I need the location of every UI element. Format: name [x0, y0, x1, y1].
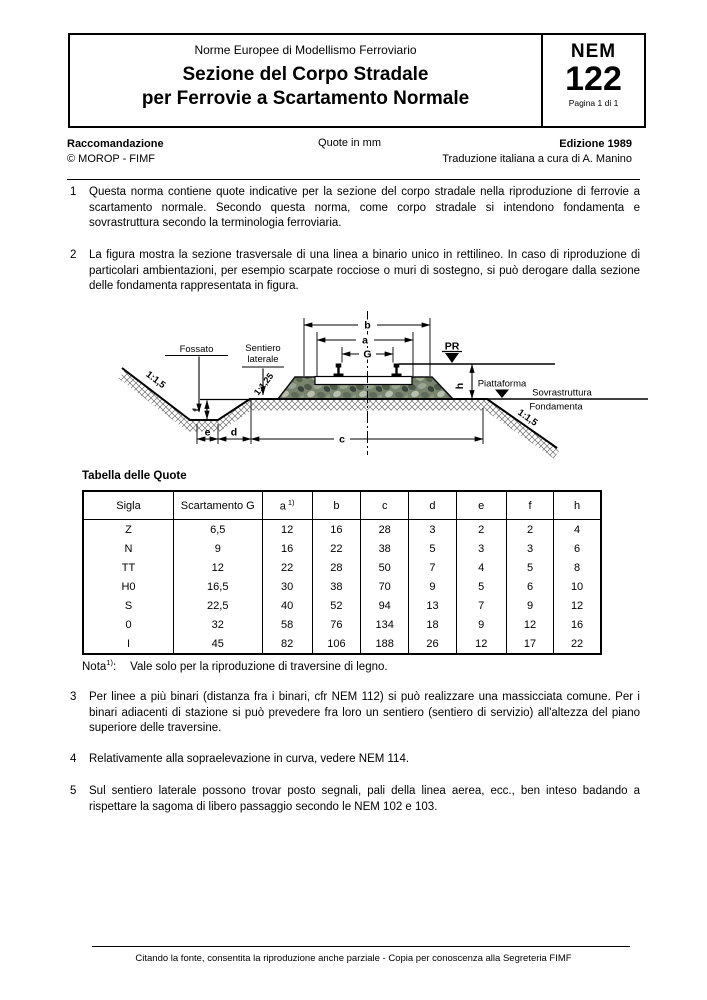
document-title-line1: Sezione del Corpo Stradale — [182, 64, 429, 85]
dim-label-g: G — [363, 348, 372, 361]
piattaforma-label: Piattaforma — [477, 378, 527, 390]
slope-label-ballast: 1:1,25 — [251, 371, 276, 398]
recommendation-label: Raccomandazione — [67, 138, 164, 150]
dim-label-b: b — [364, 319, 371, 332]
document-title-line2: per Ferrovie a Scartamento Normale — [141, 88, 470, 109]
paragraph-1 — [70, 185, 640, 232]
slope-label-left: 1:1,5 — [143, 369, 168, 391]
dim-label-e: e — [204, 426, 211, 439]
org-title: Norme Europee di Modellismo Ferroviario — [194, 43, 417, 57]
piattaforma-level-marker — [495, 390, 509, 399]
quotes-table-header-row — [83, 491, 601, 520]
copyright-label: © MOROP - FIMF — [67, 153, 155, 165]
page-indicator: Pagina 1 di 1 — [568, 98, 619, 108]
fossato-label: Fossato — [179, 344, 214, 355]
rail-icon-right — [392, 364, 402, 377]
dim-label-c: c — [339, 433, 345, 446]
column-header: e — [456, 491, 506, 520]
paragraph-text: Per linee a più binari (distanza fra i binari, cfr NEM 112) si può realizzare una massicciata comune. Per i binari adiacenti di stazione si può prevedere fra loro un sentiero (sentiero di servizio) all'altezza del piano superiore delle traversine. — [89, 691, 640, 734]
paragraph-number: 3 — [70, 691, 77, 703]
sleeper-band — [315, 377, 412, 385]
paragraph-number: 5 — [70, 785, 77, 797]
column-header: h — [554, 491, 601, 520]
table-row: Z 6,5 12 16 28 3 2 2 4 — [83, 520, 601, 540]
paragraph-5 — [70, 784, 640, 815]
sovrastruttura-label: Sovrastruttura — [532, 387, 592, 399]
table-footnote — [82, 658, 388, 673]
paragraph-3 — [70, 690, 640, 737]
sentiero-label-line1: Sentiero — [245, 343, 281, 354]
paragraph-4 — [70, 752, 640, 768]
footer-license-note: Citando la fonte, consentita la riproduzione anche parziale - Copia per conoscenza alla Segreteria FIMF — [135, 953, 572, 964]
footnote-separator: : — [112, 660, 117, 673]
column-header: b — [312, 491, 360, 520]
column-header: f — [506, 491, 553, 520]
slope-label-right: 1:1,5 — [515, 407, 540, 429]
header-box — [68, 33, 646, 128]
table-row: H0 16,5 30 38 70 9 5 6 10 — [83, 577, 601, 596]
column-header: a $^{1)}$ — [262, 491, 312, 520]
paragraph-text: La figura mostra la sezione trasversale di una linea a binario unico in rettilineo. In caso di riproduzione di particolari ambientazioni, per esempio scarpate rocciose o muri di sostegno, si può derogare dalla sezione delle fondamenta rappresentata in figura. — [89, 249, 640, 292]
translation-label: Traduzione italiana a cura di A. Manino — [442, 153, 632, 165]
table-row: N 9 16 22 38 5 3 3 6 — [83, 539, 601, 558]
paragraph-text: Sul sentiero laterale possono trovar posto segnali, pali della linea aerea, ecc., ben inteso badando a rispettare la sagoma di libero passaggio secondo le NEM 102 e 103. — [89, 785, 640, 813]
quotes-table-body — [83, 520, 601, 655]
header-divider — [67, 179, 640, 180]
column-header: c — [361, 491, 409, 520]
column-header: Sigla — [83, 491, 174, 520]
column-header: Scartamento G — [174, 491, 263, 520]
document-title — [70, 63, 541, 111]
nem-code-box — [541, 35, 644, 126]
rail-icon-left — [334, 364, 344, 377]
cross-section-diagram — [70, 305, 660, 460]
units-label: Quote in mm — [318, 137, 381, 149]
nem-number: 122 — [565, 60, 622, 98]
sentiero-label-line2: laterale — [247, 354, 279, 365]
paragraph-text: Questa norma contiene quote indicative per la sezione del corpo stradale nella riproduzione di ferrovie a scartamento normale. Secondo questa norma, come corpo stradale si intendono fondamenta e sovrastruttura secondo la terminologia ferroviaria. — [89, 186, 640, 229]
edition-label: Edizione 1989 — [559, 138, 632, 150]
meta-right — [232, 137, 632, 167]
table-row: TT 12 22 28 50 7 4 5 8 — [83, 558, 601, 577]
nem-label: NEM — [570, 41, 617, 62]
column-header: d — [409, 491, 456, 520]
paragraph-number: 2 — [70, 249, 77, 261]
pr-label: PR — [444, 340, 460, 353]
dim-label-f: f — [192, 408, 203, 412]
table-title: Tabella delle Quote — [82, 470, 187, 482]
dim-label-h: h — [454, 382, 466, 390]
table-row: I 45 82 106 188 26 12 17 22 — [83, 634, 601, 654]
footnote-text: Vale solo per la riproduzione di traversine di legno. — [130, 660, 388, 673]
table-row: S 22,5 40 52 94 13 7 9 12 — [83, 596, 601, 615]
paragraph-number: 4 — [70, 753, 77, 765]
table-row: 0 32 58 76 134 18 9 12 16 — [83, 615, 601, 634]
footnote-prefix: Nota — [82, 660, 107, 673]
quotes-table — [82, 490, 602, 655]
header-title-block — [70, 35, 541, 126]
fondamenta-label: Fondamenta — [529, 401, 583, 413]
footer-divider — [92, 946, 630, 947]
paragraph-number: 1 — [70, 186, 77, 198]
pr-level-marker — [445, 353, 459, 363]
dim-label-a: a — [362, 334, 368, 347]
footnote-superscript: 1) — [106, 658, 113, 667]
dim-label-d: d — [230, 426, 238, 439]
paragraph-text: Relativamente alla sopraelevazione in curva, vedere NEM 114. — [89, 753, 410, 765]
paragraph-2 — [70, 248, 640, 295]
